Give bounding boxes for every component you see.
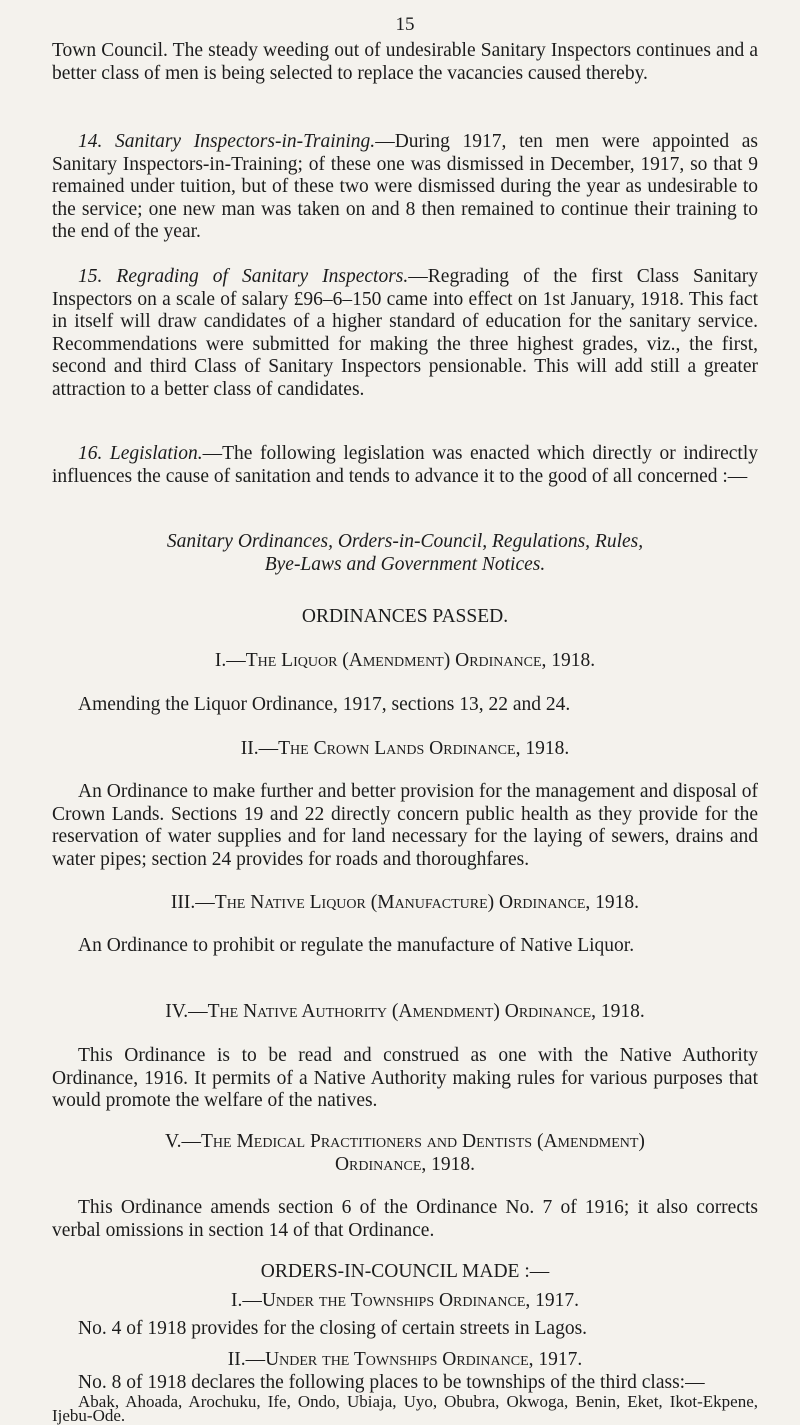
ordinance-3-title: III.—The Native Liquor (Manufacture) Ordinance, 1918.: [170, 892, 640, 913]
order-2-text: No. 8 of 1918 declares the following places to be townships of the third class:—: [78, 1372, 705, 1393]
order-1-text: No. 4 of 1918 provides for the closing of certain streets in Lagos.: [78, 1318, 588, 1339]
legislation-subtitle-line1: Sanitary Ordinances, Orders-in-Council, Regulations, Rules,: [166, 531, 644, 552]
order-1-title: I.—Under the Townships Ordinance, 1917.: [230, 1290, 580, 1311]
ordinance-4-text: This Ordinance is to be read and construed as one with the Native Authority Ordinance, 1916. It permits of a Native Authority making rules for various purposes that would promote the welfare of the natives.: [52, 1045, 758, 1111]
section-16-text: —The following legislation was enacted which directly or indirectly influences the cause of sanitation and tends to advance it to the good of all concerned :—: [52, 443, 758, 487]
section-16-paragraph: [52, 443, 758, 488]
legislation-subtitle-line2: Bye-Laws and Government Notices.: [264, 553, 546, 575]
ordinances-heading: ORDINANCES PASSED.: [301, 606, 509, 627]
ordinance-5-title-line1: V.—The Medical Practitioners and Dentists (Amendment): [165, 1131, 645, 1152]
section-15-paragraph: [52, 266, 758, 401]
orders-heading: ORDERS-IN-COUNCIL MADE :—: [260, 1261, 550, 1282]
legislation-subtitle: [52, 531, 758, 576]
section-15-text: —Regrading of the first Class Sanitary Inspectors on a scale of salary £96–6–150 came into effect on 1st January, 1918. This fact in itself will draw candidates of a higher standard of education for the sanitary service. Recommendations were submitted for making the three highest grades, viz., the first, second and third Class of Sanitary Inspectors pensionable. This will add still a greater attraction to a better class of candidates.: [52, 266, 758, 400]
order-2-places: Abak, Ahoada, Arochuku, Ife, Ondo, Ubiaja, Uyo, Obubra, Okwoga, Benin, Eket, Ikot-Ekpene, Ijebu-Ode.: [52, 1392, 758, 1425]
ordinance-1-text: Amending the Liquor Ordinance, 1917, sections 13, 22 and 24.: [78, 694, 571, 715]
page-number: 15: [395, 14, 415, 35]
section-14-paragraph: [52, 131, 758, 244]
ordinance-5-title-line2: Ordinance, 1918.: [334, 1153, 476, 1175]
intro-paragraph: Town Council. The steady weeding out of undesirable Sanitary Inspectors continues and a better class of men is being selected to replace the vacancies caused thereby.: [52, 40, 758, 84]
order-2-title: II.—Under the Townships Ordinance, 1917.: [227, 1349, 583, 1370]
section-15-heading: 15. Regrading of Sanitary Inspectors.: [78, 266, 409, 287]
ordinance-3-text: An Ordinance to prohibit or regulate the manufacture of Native Liquor.: [78, 935, 635, 956]
ordinance-5-text: This Ordinance amends section 6 of the Ordinance No. 7 of 1916; it also corrects verbal omissions in section 14 of that Ordinance.: [52, 1197, 758, 1241]
section-16-heading: 16. Legislation.: [78, 443, 203, 464]
ordinance-1-title: I.—The Liquor (Amendment) Ordinance, 1918.: [214, 650, 596, 671]
section-14-text: —During 1917, ten men were appointed as Sanitary Inspectors-in-Training; of these one was dismissed in December, 1917, so that 9 remained under tuition, but of these two were dismissed during the year as undesirable to the service; one new man was taken on and 8 then remained to continue their training to the end of the year.: [52, 131, 759, 242]
section-14-heading: 14. Sanitary Inspectors-in-Training.: [78, 131, 376, 152]
ordinance-2-title: II.—The Crown Lands Ordinance, 1918.: [240, 738, 570, 759]
ordinance-5-title: [52, 1131, 758, 1176]
ordinance-2-text: An Ordinance to make further and better provision for the management and disposal of Crown Lands. Sections 19 and 22 directly concern public health as they provide for the reservation of water supplies and for land necessary for the laying of sewers, drains and water pipes; section 24 provides for roads and thoroughfares.: [52, 781, 758, 870]
ordinance-4-title: IV.—The Native Authority (Amendment) Ordinance, 1918.: [165, 1001, 645, 1022]
